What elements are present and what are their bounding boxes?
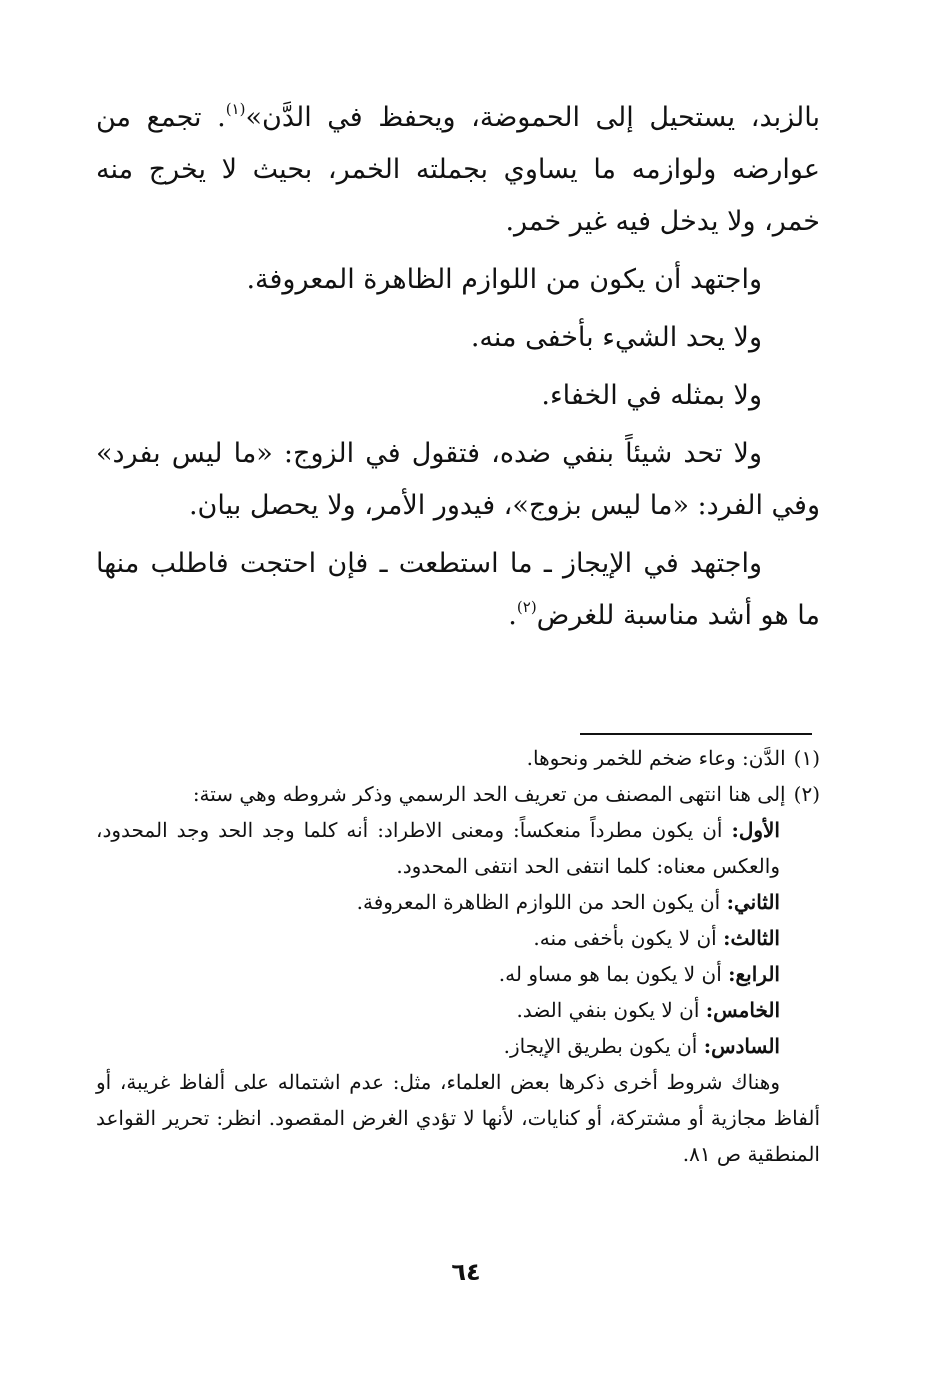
footnote-ref-2: (٢) — [516, 598, 537, 616]
footnote-closing: وهناك شروط أخرى ذكرها بعض العلماء، مثل: عدم اشتماله على ألفاظ غريبة، أو ألفاظ مجازية أو مشتركة، أو كنايات، لأنها لا تؤدي الغرض المقصود. انظر: تحرير القواعد المنطقية ص ٨١. — [96, 1070, 820, 1166]
footnote-1-number: (١) — [793, 746, 820, 770]
condition-5 — [96, 992, 820, 1028]
condition-label: الخامس: — [705, 998, 780, 1022]
condition-text: أن لا يكون بأخفى منه. — [533, 926, 724, 950]
paragraph-6-text: واجتهد في الإيجاز ـ ما استطعت ـ فإن احتجت فاطلب منها ما هو أشد مناسبة للغرض — [96, 548, 820, 631]
condition-label: الثالث: — [723, 926, 780, 950]
condition-text: أن يكون مطرداً منعكساً: ومعنى الاطراد: أنه كلما وجد الحد وجد المحدود، والعكس معناه: كلما انتفى الحد انتفى المحدود. — [96, 818, 780, 878]
paragraph-2: واجتهد أن يكون من اللوازم الظاهرة المعروفة. — [246, 264, 762, 295]
main-text — [96, 92, 820, 648]
condition-4 — [96, 956, 820, 992]
footnote-2 — [96, 776, 820, 812]
footnote-separator — [580, 733, 812, 735]
condition-3 — [96, 920, 820, 956]
footnote-1-text: الدَّن: وعاء ضخم للخمر ونحوها. — [526, 746, 786, 770]
condition-text: أن لا يكون بما هو مساو له. — [498, 962, 729, 986]
condition-label: الرابع: — [728, 962, 780, 986]
footnote-2-text: إلى هنا انتهى المصنف من تعريف الحد الرسمي وذكر شروطه وهي ستة: — [192, 782, 786, 806]
paragraph-6 — [96, 538, 820, 642]
condition-text: أن يكون بطريق الإيجاز. — [503, 1034, 704, 1058]
paragraph-1-text: بالزبد، يستحيل إلى الحموضة، ويحفظ في الدَّن» — [245, 102, 820, 133]
condition-1 — [96, 812, 820, 884]
paragraph-5: ولا تحد شيئاً بنفي ضده، فتقول في الزوج: «ما ليس بفرد» وفي الفرد: «ما ليس بزوج»، فيدور الأمر، ولا يحصل بيان. — [96, 438, 820, 521]
paragraph-1-rest: . تجمع من عوارضه ولوازمه ما يساوي بجملته الخمر، بحيث لا يخرج منه خمر، ولا يدخل فيه غير خمر. — [96, 102, 820, 237]
footnote-1 — [96, 740, 820, 776]
condition-6 — [96, 1028, 820, 1064]
paragraph-1 — [96, 92, 820, 248]
footnote-2-number: (٢) — [793, 782, 820, 806]
condition-text: أن لا يكون بنفي الضد. — [516, 998, 706, 1022]
condition-label: الثاني: — [726, 890, 780, 914]
condition-text: أن يكون الحد من اللوازم الظاهرة المعروفة. — [356, 890, 727, 914]
paragraph-3: ولا يحد الشيء بأخفى منه. — [470, 322, 762, 353]
paragraph-4: ولا بمثله في الخفاء. — [541, 380, 762, 411]
condition-2 — [96, 884, 820, 920]
footnote-ref-1: (١) — [225, 100, 246, 118]
condition-label: السادس: — [703, 1034, 780, 1058]
paragraph-6-end: . — [508, 600, 517, 631]
page-number: ٦٤ — [451, 1258, 481, 1286]
footnotes — [96, 740, 820, 1172]
condition-label: الأول: — [731, 818, 780, 842]
